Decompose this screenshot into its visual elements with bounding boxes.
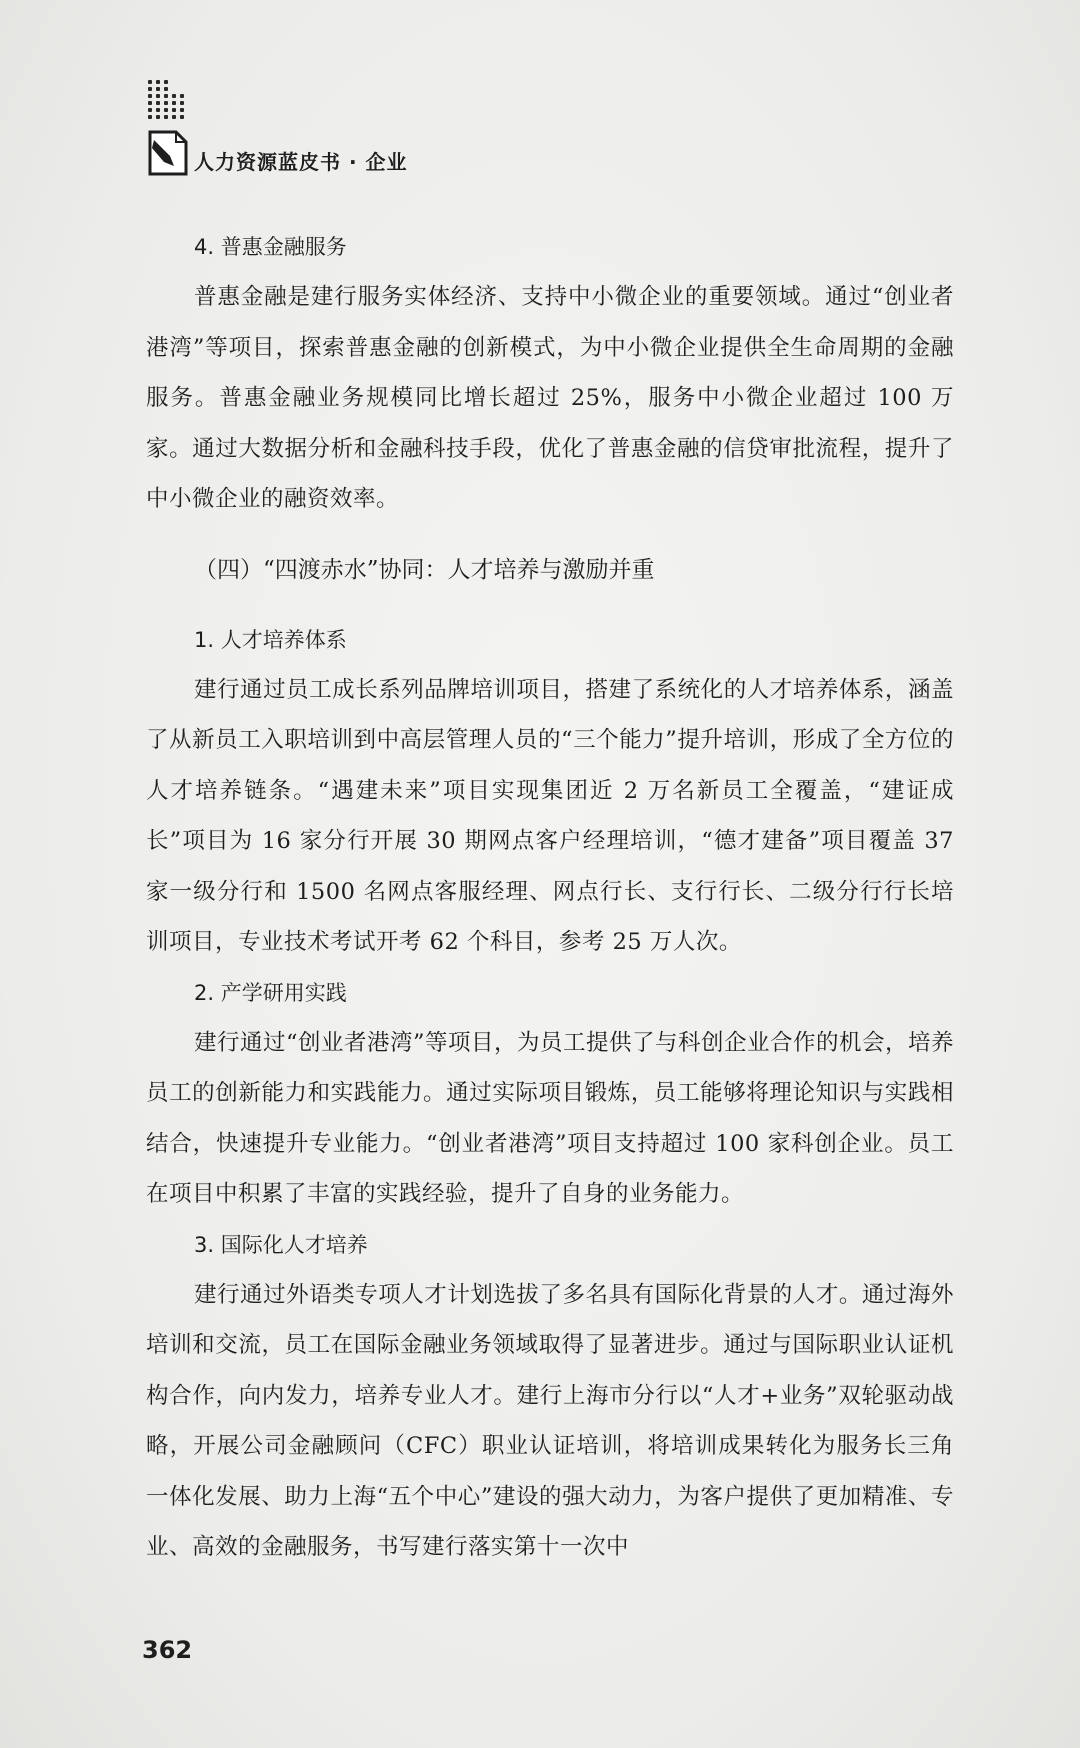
page-content xyxy=(146,222,954,1573)
subsection-title-international: 3. 国际化人才培养 xyxy=(194,1232,368,1257)
subsection-title-industry-research: 2. 产学研用实践 xyxy=(194,980,347,1005)
paragraph-international: 建行通过外语类专项人才计划选拔了多名具有国际化背景的人才。通过海外培训和交流，员工在国际金融业务领域取得了显著进步。通过与国际职业认证机构合作，向内发力，培养专业人才。建行上海市分行以“人才+业务”双轮驱动战略，开展公司金融顾问（CFC）职业认证培训，将培训成果转化为服务长三角一体化发展、助力上海“五个中心”建设的强大动力，为客户提供了更加精准、专业、高效的金融服务，书写建行落实第十一次中 xyxy=(146,1281,954,1560)
page-number: 362 xyxy=(142,1636,193,1664)
section-title-talent: （四）“四渡赤水”协同：人才培养与激励并重 xyxy=(194,556,655,583)
book-title: 人力资源蓝皮书 · 企业 xyxy=(194,150,408,174)
subsection-title-talent-system: 1. 人才培养体系 xyxy=(194,627,347,652)
paragraph-inclusive-finance: 普惠金融是建行服务实体经济、支持中小微企业的重要领域。通过“创业者港湾”等项目，探索普惠金融的创新模式，为中小微企业提供全生命周期的金融服务。普惠金融业务规模同比增长超过 25%，服务中小微企业超过 100 万家。通过大数据分析和金融科技手段，优化了普惠金融的信贷审批流程，提升了中小微企业的融资效率。 xyxy=(146,284,954,512)
paragraph-talent-system: 建行通过员工成长系列品牌培训项目，搭建了系统化的人才培养体系，涵盖了从新员工入职培训到中高层管理人员的“三个能力”提升培训，形成了全方位的人才培养链条。“遇建未来”项目实现集团近 2 万名新员工全覆盖，“建证成长”项目为 16 家分行开展 30 期网点客户经理培训，“德才建备”项目覆盖 37 家一级分行和 1500 名网点客服经理、网点行长、支行行长、二级分行行长培训项目，专业技术考试开考 62 个科目，参考 25 万人次。 xyxy=(146,676,954,955)
pencil-logo-icon xyxy=(148,130,188,176)
subsection-title-inclusive-finance: 4. 普惠金融服务 xyxy=(194,235,347,259)
header-dots-decoration xyxy=(148,80,188,124)
paragraph-industry-research: 建行通过“创业者港湾”等项目，为员工提供了与科创企业合作的机会，培养员工的创新能力和实践能力。通过实际项目锻炼，员工能够将理论知识与实践相结合，快速提升专业能力。“创业者港湾”项目支持超过 100 家科创企业。员工在项目中积累了丰富的实践经验，提升了自身的业务能力。 xyxy=(146,1029,955,1207)
bleed-through-text xyxy=(660,128,692,172)
